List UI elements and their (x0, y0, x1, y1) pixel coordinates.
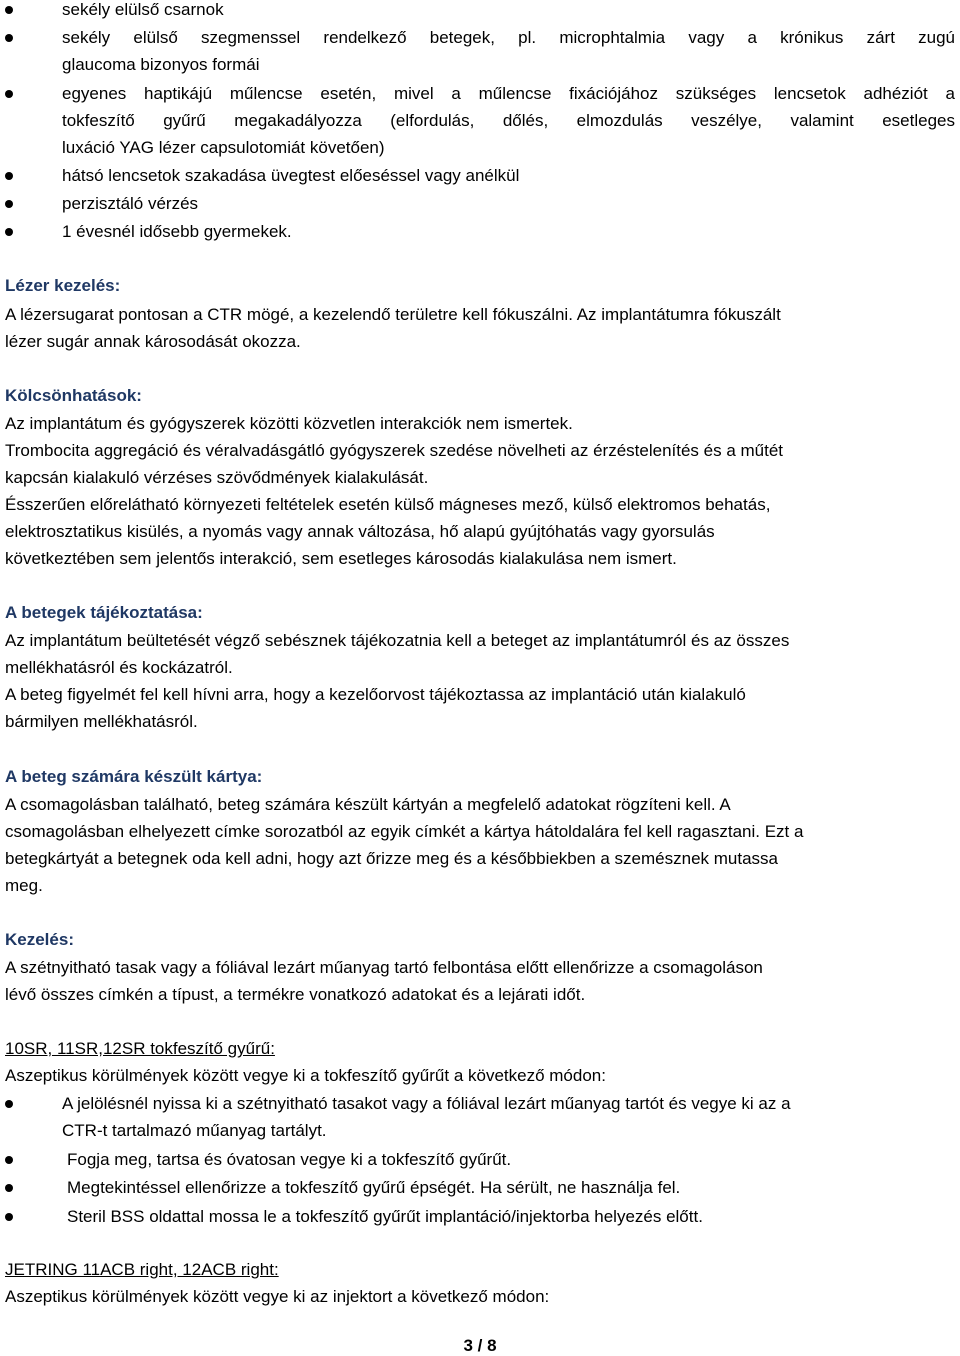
bullet-text: Megtekintéssel ellenőrizze a tokfeszítő gyűrű épségét. Ha sérült, ne használja fel. (67, 1178, 681, 1197)
paragraph-line: csomagolásban elhelyezett címke sorozatból az egyik címkét a kártya hátoldalára fel kell ragasztani. Ezt a (5, 822, 804, 841)
bullet-text: glaucoma bizonyos formái (62, 55, 260, 74)
bullet-icon (5, 194, 15, 214)
bullet-text: egyenes haptikájú műlencse esetén, mivel a műlencse fixációjához szükséges lencsetok adhéziót a (62, 84, 955, 103)
page-number: 3 / 8 (463, 1336, 497, 1355)
paragraph-line: A csomagolásban található, beteg számára készült kártyán a megfelelő adatokat rögzíteni kell. A (5, 795, 731, 814)
paragraph-line: meg. (5, 876, 43, 895)
bullet-icon (5, 1150, 15, 1170)
paragraph-line: Az implantátum beültetését végző sebésznek tájékozatnia kell a beteget az implantátumról és az összes (5, 631, 790, 650)
section-heading: Lézer kezelés: (5, 276, 121, 295)
paragraph-line: lévő összes címkén a típust, a termékre vonatkozó adatokat és a lejárati időt. (5, 985, 586, 1004)
paragraph-line: Trombocita aggregáció és véralvadásgátló gyógyszerek szedése növelheti az érzéstelenítés és a műtét (5, 441, 784, 460)
paragraph-line: Aszeptikus körülmények között vegye ki az injektort a következő módon: (5, 1287, 550, 1306)
bullet-icon (5, 28, 15, 48)
paragraph-line: lézer sugár annak károsodását okozza. (5, 332, 301, 351)
bullet-text: A jelölésnél nyissa ki a szétnyitható tasakot vagy a fóliával lezárt műanyag tartót és vegye ki az a (62, 1094, 791, 1113)
paragraph-line: A szétnyitható tasak vagy a fóliával lezárt műanyag tartó felbontása előtt ellenőrizze a csomagoláson (5, 958, 763, 977)
bullet-icon (5, 0, 15, 20)
section-heading: Kölcsönhatások: (5, 386, 142, 405)
bullet-icon (5, 222, 15, 242)
paragraph-line: Ésszerűen előrelátható környezeti feltételek esetén külső mágneses mező, külső elektromos behatás, (5, 495, 771, 514)
bullet-text: sekély elülső szegmenssel rendelkező betegek, pl. microphtalmia vagy a krónikus zárt zugú (62, 28, 955, 47)
bullet-text: CTR-t tartalmazó műanyag tartályt. (62, 1121, 327, 1140)
bullet-text: Steril BSS oldattal mossa le a tokfeszítő gyűrűt implantáció/injektorba helyezés előtt. (67, 1207, 703, 1226)
bullet-text: tokfeszítő gyűrű megakadályozza (elfordulás, dőlés, elmozdulás veszélye, valamint esetleges (62, 111, 955, 130)
bullet-text: sekély elülső csarnok (62, 0, 224, 19)
paragraph-line: mellékhatásról és kockázatról. (5, 658, 233, 677)
paragraph-line: bármilyen mellékhatásról. (5, 712, 198, 731)
paragraph-line: kapcsán kialakuló vérzéses szövődmények kialakulását. (5, 468, 429, 487)
bullet-text: perzisztáló vérzés (62, 194, 199, 213)
bullet-text: Fogja meg, tartsa és óvatosan vegye ki a tokfeszítő gyűrűt. (67, 1150, 512, 1169)
subsection-title: 10SR, 11SR,12SR tokfeszítő gyűrű: (5, 1039, 275, 1058)
bullet-icon (5, 1207, 15, 1227)
paragraph-line: betegkártyát a betegnek oda kell adni, hogy azt őrizze meg és a későbbiekben a szemésznek mutassa (5, 849, 779, 868)
section-heading: A beteg számára készült kártya: (5, 767, 263, 786)
section-heading: A betegek tájékoztatása: (5, 603, 203, 622)
paragraph-line: A beteg figyelmét fel kell hívni arra, hogy a kezelőorvost tájékoztassa az implantáció után kialakuló (5, 685, 746, 704)
bullet-text: 1 évesnél idősebb gyermekek. (62, 222, 292, 241)
section-heading: Kezelés: (5, 930, 74, 949)
paragraph-line: Aszeptikus körülmények között vegye ki a tokfeszítő gyűrűt a következő módon: (5, 1066, 606, 1085)
bullet-icon (5, 84, 15, 104)
bullet-text: hátsó lencsetok szakadása üvegtest előeséssel vagy anélkül (62, 166, 520, 185)
subsection-title: JETRING 11ACB right, 12ACB right: (5, 1260, 279, 1279)
paragraph-line: következtében sem jelentős interakció, sem esetleges károsodás kialakulása nem ismert. (5, 549, 677, 568)
bullet-icon (5, 166, 15, 186)
paragraph-line: A lézersugarat pontosan a CTR mögé, a kezelendő területre kell fókuszálni. Az implantátumra fókuszált (5, 305, 781, 324)
paragraph-line: elektrosztatikus kisülés, a nyomás vagy annak változása, hő alapú gyújtóhatás vagy gyorsulás (5, 522, 715, 541)
bullet-icon (5, 1178, 15, 1198)
bullet-icon (5, 1094, 15, 1114)
paragraph-line: Az implantátum és gyógyszerek közötti közvetlen interakciók nem ismertek. (5, 414, 573, 433)
bullet-text: luxáció YAG lézer capsulotomiát követően) (62, 138, 385, 157)
